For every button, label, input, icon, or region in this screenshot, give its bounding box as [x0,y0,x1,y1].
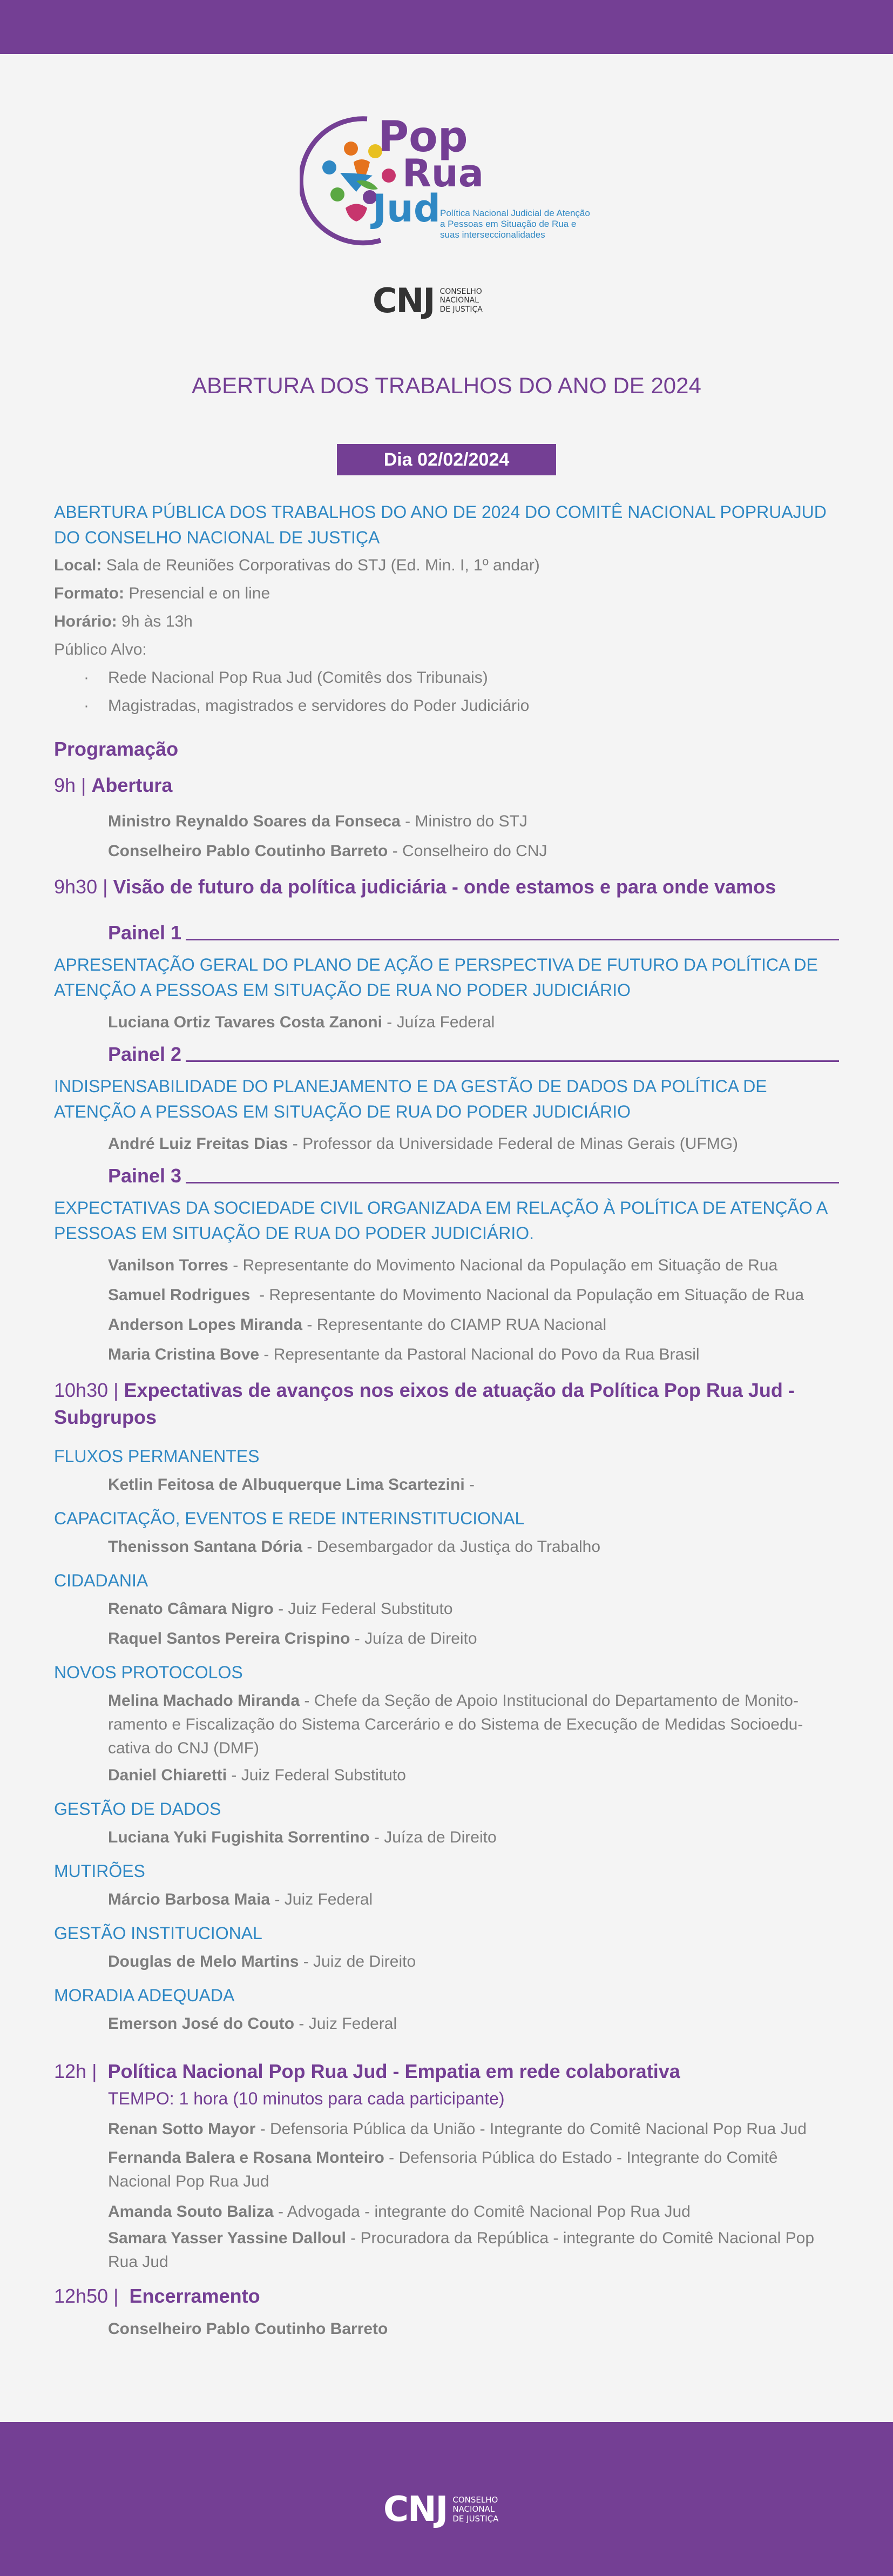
session-title: Abertura [91,774,173,796]
person [54,1250,839,1280]
person-role: - Juiz Federal [270,1891,373,1908]
person-role: - Advogada - integrante do Comitê Nacional Pop Rua Jud [273,2203,691,2221]
panel-3-title: EXPECTATIVAS DA SOCIEDADE CIVIL ORGANIZADA EM RELAÇÃO À POLÍTICA DE ATENÇÃO A PESSOAS EM SITUAÇÃO DE RUA DO PODER JUDICIÁRIO. [54,1198,827,1243]
person [54,2197,839,2227]
subgrupo-title: NOVOS PROTOCOLOS [54,1663,243,1682]
time: 10h30 [54,1379,109,1401]
person [54,1007,839,1037]
cnj-sub-3: DE JUSTIÇA [452,2513,499,2524]
person-role: - [464,1476,475,1494]
panel-2-label [54,1042,839,1066]
person-name: Samara Yasser Yassine Dalloul [108,2229,346,2247]
time: 9h30 [54,876,98,898]
person-name: Raquel Santos Pereira Crispino [108,1630,350,1647]
person [54,1280,839,1310]
programacao-title: Programação [54,738,179,760]
person-role: - Juíza Federal [382,1013,495,1031]
person [54,1532,839,1562]
person [54,1760,839,1790]
person-name: Renan Sotto Mayor [108,2120,256,2138]
person [54,1822,839,1852]
person [54,2314,839,2344]
sep: | [76,774,92,796]
person-role: - Professor da Universidade Federal de Minas Gerais (UFMG) [288,1135,739,1153]
person-role: - Juiz Federal [294,2015,397,2033]
person [54,1340,839,1369]
panel-label-text: Painel 3 [108,1165,182,1187]
person-role: - Representante do CIAMP RUA Nacional [302,1316,607,1334]
person-role: - Juiz Federal Substituto [227,1766,406,1784]
intro-formato [54,580,839,608]
sep: | [86,2060,108,2082]
session-title: Visão de futuro da política judiciária - onde estamos e para onde vamos [113,876,776,898]
person-name: Conselheiro Pablo Coutinho Barreto [108,842,388,860]
person-name: Amanda Souto Baliza [108,2203,274,2221]
intro-horario [54,608,839,636]
person-name: Luciana Ortiz Tavares Costa Zanoni [108,1013,382,1031]
date-badge: Dia 02/02/2024 [337,444,556,475]
local-label: Local: [54,556,102,574]
poprua-logo-icon [300,113,602,248]
person-name: Melina Machado Miranda [108,1692,300,1710]
person [54,1885,839,1914]
person-role: - Defensoria Pública do Estado - Integrante do Comitê Nacional Pop Rua Jud [108,2149,778,2190]
person-role: - Defensoria Pública da União - Integrante do Comitê Nacional Pop Rua Jud [255,2120,807,2138]
person-name: Ketlin Feitosa de Albuquerque Lima Scartezini [108,1476,465,1494]
panel-divider [186,939,839,940]
horario-label: Horário: [54,613,117,630]
subgrupo-title: MUTIRÕES [54,1861,145,1881]
publico-label: Público Alvo: [54,641,147,658]
intro-local [54,551,839,580]
person [54,1470,839,1499]
panel-label-text: Painel 1 [108,922,182,944]
session-title: Política Nacional Pop Rua Jud - Empatia em rede colaborativa [107,2060,680,2082]
person [54,836,839,866]
person-name: Márcio Barbosa Maia [108,1891,270,1908]
subgrupos-list [54,1443,839,2039]
cnj-sub-2: NACIONAL [439,296,479,305]
person-name: Fernanda Balera e Rosana Monteiro [108,2149,384,2167]
person-role: - Juíza de Direito [350,1630,477,1647]
person-role: - Representante do Movimento Nacional da População em Situação de Rua [228,1256,778,1274]
person-role: - Desembargador da Justiça do Trabalho [302,1538,601,1556]
person-role: - Juiz Federal Substituto [273,1600,453,1618]
publico-item-text: Magistradas, magistrados e servidores do Poder Judiciário [108,697,530,715]
person-name: Conselheiro Pablo Coutinho Barreto [108,2320,388,2338]
subgrupo-title: GESTÃO DE DADOS [54,1799,221,1819]
person-role: - Ministro do STJ [400,812,527,830]
footer [0,2422,893,2576]
horario-value: 9h às 13h [121,613,193,630]
person-role: - Juíza de Direito [369,1828,497,1846]
person [54,2009,839,2039]
person [54,1689,839,1760]
person-role: - Procuradora da República - integrante do Comitê Nacional Pop Rua Jud [108,2229,815,2271]
panel-2-title: INDISPENSABILIDADE DO PLANEJAMENTO E DA GESTÃO DE DADOS DA POLÍTICA DE ATENÇÃO A PESSOAS EM SITUAÇÃO DE RUA DO PODER JUDICIÁRIO [54,1077,767,1121]
subgrupo-title: CIDADANIA [54,1571,148,1590]
time: 12h [54,2060,87,2082]
person-name: André Luiz Freitas Dias [108,1135,288,1153]
time: 12h50 [54,2285,109,2307]
cnj-sub-3: DE JUSTIÇA [439,305,483,314]
person-name: Thenisson Santana Dória [108,1538,303,1556]
abertura-header [54,772,839,799]
politica-header [54,2058,839,2085]
publico-item [54,692,839,720]
top-bar [0,0,893,54]
logo-jud: Jud [373,186,441,231]
panel-1-label [54,921,839,945]
person-name: Anderson Lopes Miranda [108,1316,303,1334]
person [54,1594,839,1624]
person [54,1624,839,1653]
publico-item [54,664,839,692]
person [54,1129,839,1159]
logo-tagline-2: a Pessoas em Situação de Rua e [440,219,577,229]
local-value: Sala de Reuniões Corporativas do STJ (Ed. Min. I, 1º andar) [106,556,540,574]
logo-pop: Pop [378,113,468,162]
person-name: Renato Câmara Nigro [108,1600,274,1618]
person [54,1310,839,1340]
person [54,2227,839,2274]
cnj-letters: CNJ [373,281,435,320]
person-role: - Representante da Pastoral Nacional do Povo da Rua Brasil [259,1346,700,1363]
person-role: - Chefe da Seção de Apoio Institucional do Departamento de Monito-ramento e Fiscalização do Sistema Carcerário e do Sistema de Execução de Medidas Socioedu-cativa do CNJ (DMF) [108,1692,803,1757]
formato-value: Presencial e on line [128,584,270,602]
person-role: - Representante do Movimento Nacional da População em Situação de Rua [250,1286,804,1304]
subgrupo-title: GESTÃO INSTITUCIONAL [54,1923,262,1943]
cnj-logo-top [373,281,483,320]
person-name: Samuel Rodrigues [108,1286,251,1304]
person-name: Ministro Reynaldo Soares da Fonseca [108,812,401,830]
panel-3-label [54,1164,839,1188]
cnj-sub-1: CONSELHO [439,287,482,297]
cnj-sub-2: NACIONAL [452,2504,495,2514]
person-name: Daniel Chiaretti [108,1766,227,1784]
panel-1-title: APRESENTAÇÃO GERAL DO PLANO DE AÇÃO E PERSPECTIVA DE FUTURO DA POLÍTICA DE ATENÇÃO A PESSOAS EM SITUAÇÃO DE RUA NO PODER JUDICIÁRIO [54,955,818,1000]
sep: | [108,1379,124,1401]
person-name: Emerson José do Couto [108,2015,295,2033]
formato-label: Formato: [54,584,124,602]
subgrupo-title: FLUXOS PERMANENTES [54,1447,260,1466]
logo-rua: Rua [402,151,484,196]
person [54,1947,839,1976]
sep: | [108,2285,130,2307]
expectativas-header [54,1377,839,1431]
person [54,2114,839,2144]
cnj-sub-1: CONSELHO [452,2495,498,2505]
poprua-logo [300,113,602,248]
subgrupo-title: CAPACITAÇÃO, EVENTOS E REDE INTERINSTITUCIONAL [54,1509,525,1528]
logo-tagline-1: Política Nacional Judicial de Atenção [440,208,590,218]
person-name: Maria Cristina Bove [108,1346,260,1363]
sep: | [97,876,113,898]
time: 9h [54,774,76,796]
intro-title: ABERTURA PÚBLICA DOS TRABALHOS DO ANO DE 2024 DO COMITÊ NACIONAL POPRUAJUD DO CONSELHO NACIONAL DE JUSTIÇA [54,502,827,547]
encerramento-header [54,2283,839,2310]
publico-item-text: Rede Nacional Pop Rua Jud (Comitês dos Tribunais) [108,669,488,687]
cnj-letters: CNJ [383,2490,448,2530]
page-title: ABERTURA DOS TRABALHOS DO ANO DE 2024 [192,373,701,398]
visao-header [54,873,839,900]
tempo-note: TEMPO: 1 hora (10 minutos para cada participante) [108,2089,505,2108]
panel-label-text: Painel 2 [108,1043,182,1065]
person-name: Douglas de Melo Martins [108,1953,299,1970]
person-name: Luciana Yuki Fugishita Sorrentino [108,1828,370,1846]
person [54,2146,839,2194]
main-content [54,500,839,2344]
person-role: - Juiz de Direito [299,1953,416,1970]
person-name: Vanilson Torres [108,1256,228,1274]
cnj-subtitle [452,2496,498,2524]
person-role: - Conselheiro do CNJ [388,842,547,860]
subgrupo-title: MORADIA ADEQUADA [54,1986,235,2005]
session-title: Expectativas de avanços nos eixos de atuação da Política Pop Rua Jud - Subgrupos [54,1379,795,1428]
cnj-subtitle [439,287,482,313]
logo-tagline-3: suas interseccionalidades [440,230,545,240]
person [54,806,839,836]
panel-divider [186,1060,839,1062]
session-title: Encerramento [129,2285,260,2307]
cnj-logo-footer [383,2490,498,2530]
panel-divider [186,1182,839,1183]
